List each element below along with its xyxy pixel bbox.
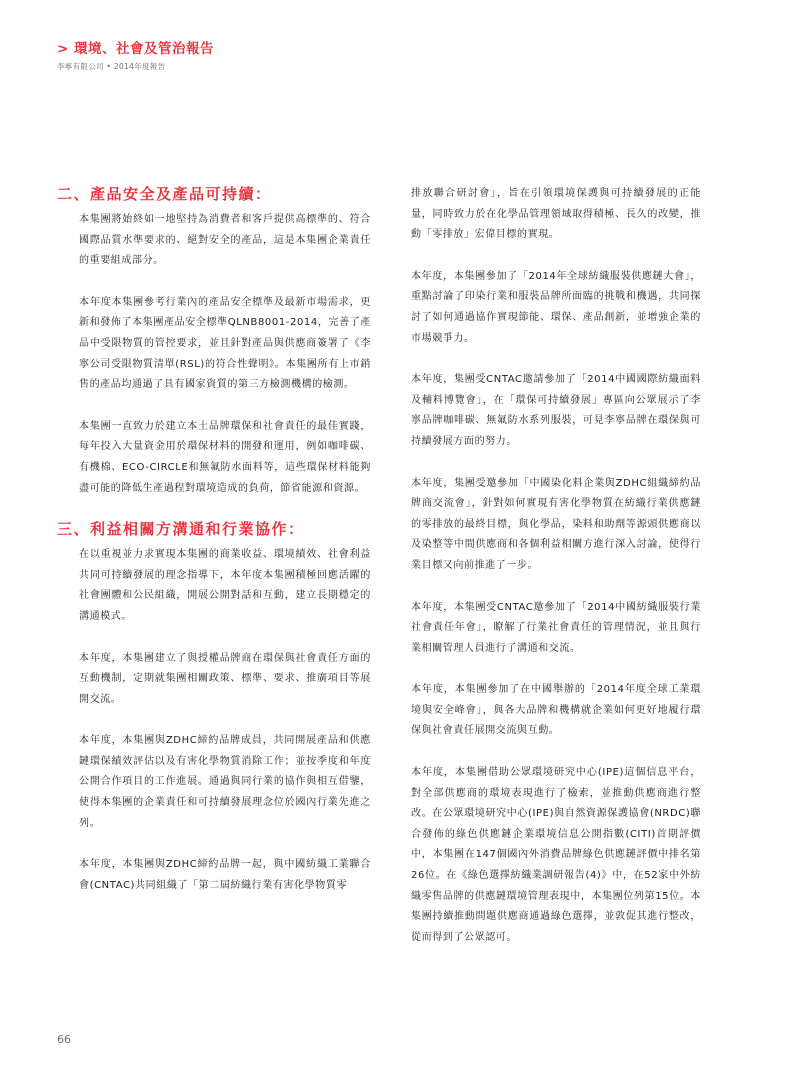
body-paragraph: 本年度，本集團借助公眾環境研究中心(IPE)這個信息平台，對全部供應商的環境表現進行了檢索，並推動供應商進行整改。在公眾環境研究中心(IPE)與自然資源保護協會(NRDC)聯合發佈的綠色供應鏈企業環境信息公開指數(CITI)首期評價中，本集團在147個國內外消費品牌綠色供應鏈評價中排名第26位。在《綠色選擇紡織業調研報告(4)》中，在52家中外紡織零售品牌的供應鏈環境管理表現中，本集團位列第15位。本集團持續推動問題供應商通過綠色選擇，並敦促其進行整改，從而得到了公眾認可。 <box>411 767 701 943</box>
body-paragraph: 本集團一直致力於建立本土品牌環保和社會責任的最佳實踐，每年投入大量資金用於環保材料的開發和運用，例如咖啡碳、有機棉、ECO-CIRCLE和無氟防水面料等，這些環保材料能夠盡可能的降低生產過程對環境造成的負荷，節省能源和資源。 <box>79 420 371 494</box>
body-paragraph: 本年度本集團參考行業內的產品安全標準及最新市場需求，更新和發佈了本集團產品安全標準QLNB8001-2014，完善了產品中受限物質的管控要求，並且針對產品與供應商簽署了《李寧公司受限物質清單(RSL)的符合性聲明》。本集團所有上市銷售的產品均通過了具有國家資質的第三方檢測機構的檢測。 <box>79 296 371 391</box>
section-heading-product-safety: 二、產品安全及產品可持續： <box>57 185 272 203</box>
right-column <box>411 184 701 948</box>
body-paragraph: 排放聯合研討會」，旨在引領環境保護與可持續發展的正能量，同時致力於在化學品管理領域取得積極、長久的改變，推動「零排放」宏偉目標的實現。 <box>411 188 701 241</box>
body-paragraph: 本年度，本集團與ZDHC締約品牌一起，與中國紡織工業聯合會(CNTAC)共同組織了「第二屆紡織行業有害化學物質零 <box>79 859 371 891</box>
section-heading-stakeholder: 三、利益相關方溝通和行業協作： <box>57 520 305 539</box>
report-section-title: > 環境、社會及管治報告 <box>57 41 215 57</box>
body-paragraph: 本年度，本集團建立了與授權品牌商在環保與社會責任方面的互動機制，定期就集團相關政策、標準、要求、推廣項目等展開交流。 <box>79 652 371 705</box>
body-paragraph: 本年度，本集團參加了「2014年全球紡織服裝供應鏈大會」，重點討論了印染行業和服裝品牌所面臨的挑戰和機遇，共同探討了如何通過協作實現節能、環保、產品創新，並增強企業的市場競爭力。 <box>411 270 701 344</box>
body-paragraph: 本年度，本集團受CNTAC邀參加了「2014中國紡織服裝行業社會責任年會」，瞭解了行業社會責任的管理情況，並且與行業相關管理人員進行了溝通和交流。 <box>411 601 701 654</box>
body-paragraph: 本年度，集團受邀參加「中國染化料企業與ZDHC組織締約品牌商交流會」，針對如何實現有害化學物質在紡織行業供應鏈的零排放的最終目標，與化學品，染料和助劑等源頭供應商以及染整等中間供應商和各個利益相關方進行深入討論，使得行業目標又向前推進了一步。 <box>411 477 701 571</box>
body-paragraph: 本集團將始終如一地堅持為消費者和客戶提供高標準的、符合國際品質水準要求的、絕對安全的產品，這是本集團企業責任的重要組成部分。 <box>79 214 371 267</box>
body-paragraph: 本年度，集團受CNTAC邀請參加了「2014中國國際紡織面料及輔料博覽會」，在「環保可持續發展」專區向公眾展示了李寧品牌咖啡碳、無氟防水系列服裝，可見李寧品牌在環保與可持續發展方面的努力。 <box>411 374 701 447</box>
page-number: 66 <box>57 1033 71 1046</box>
body-paragraph: 在以重視並力求實現本集團的商業收益、環境績效、社會利益共同可持續發展的理念指導下，本年度本集團積極回應活躍的社會團體和公民組織，開展公開對話和互動，建立長期穩定的溝通模式。 <box>79 549 371 622</box>
report-header <box>57 41 214 71</box>
body-paragraph: 本年度，本集團與ZDHC締約品牌成員，共同開展產品和供應鏈環保績效評估以及有害化學物質消除工作；並按季度和年度公開合作項目的工作進展。通過與同行業的協作與相互借鑒，使得本集團的企業責任和可持續發展理念位於國內行業先進之列。 <box>79 735 371 829</box>
body-paragraph: 本年度，本集團參加了在中國舉辦的「2014年度全球工業環境與安全峰會」，與各大品牌和機構就企業如何更好地履行環保與社會責任展開交流與互動。 <box>411 684 701 737</box>
report-subtitle: 李寧有限公司 • 2014年度報告 <box>57 62 166 71</box>
left-column <box>57 184 371 896</box>
